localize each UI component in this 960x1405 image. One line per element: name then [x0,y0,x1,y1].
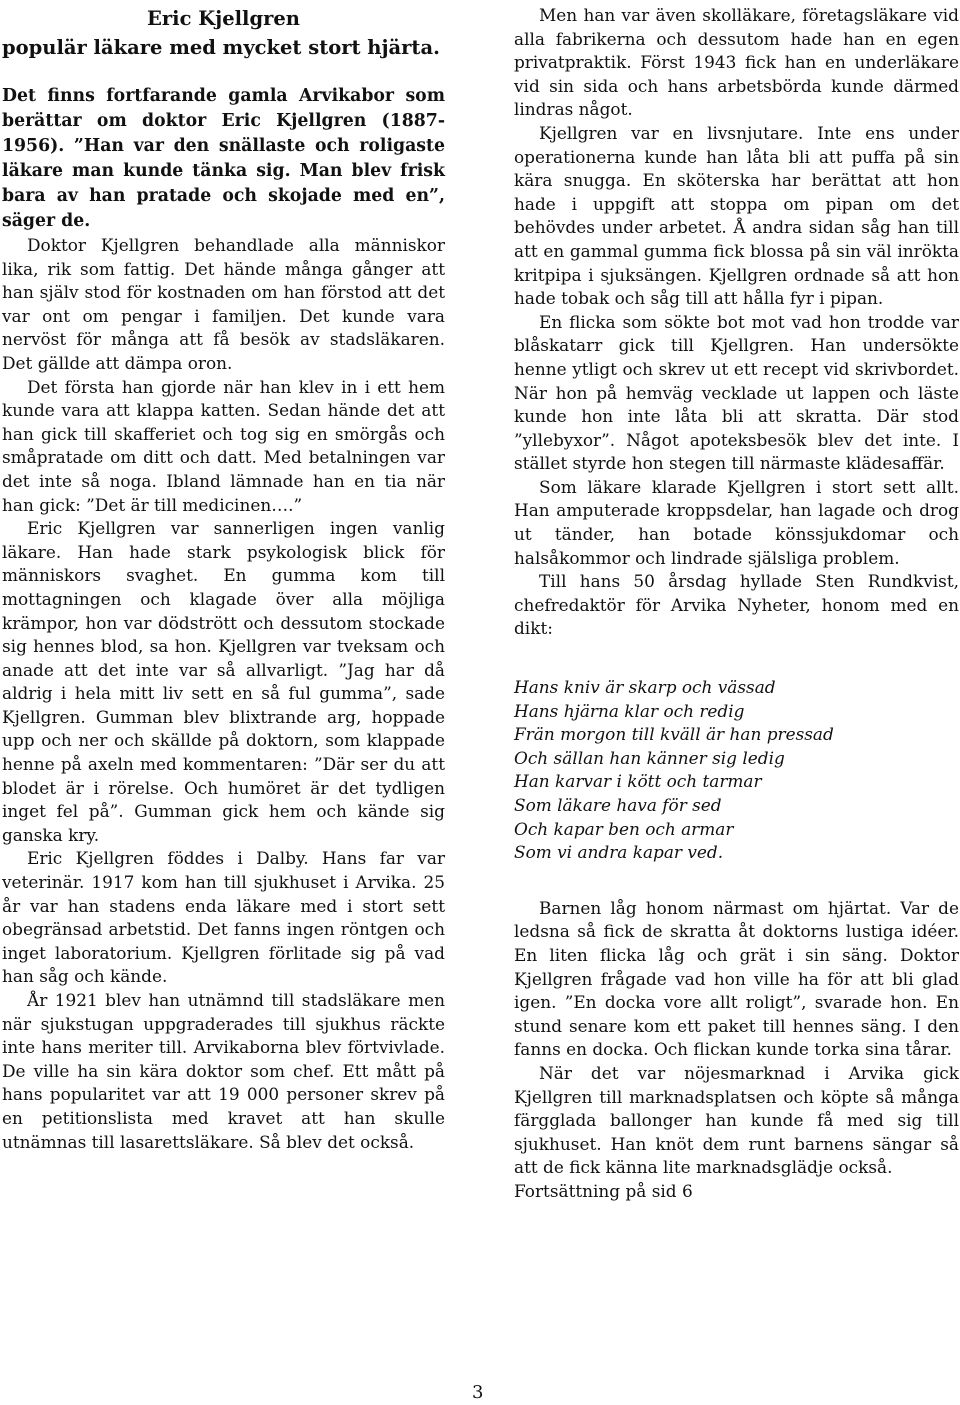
left-column [2,4,445,1154]
poem-line: Som läkare hava för sed [514,795,722,815]
left-paragraph-4: Eric Kjellgren föddes i Dalby. Hans far var veterinär. 1917 kom han till sjukhuset i Arvika. 25 år var han stadens enda läkare med i stort sett obegränsad arbetstid. Det fanns ingen röntgen och inget laboratorium. Kjellgren förlitade sig på vad han såg och kände. [2,848,445,987]
right-paragraph-2: Kjellgren var en livsnjutare. Inte ens under operationerna kunde han låta bli att puffa på sin kära snugga. En sköterska har berättat att hon hade i uppgift att stoppa om pipan om det behövdes under arbetet. Å andra sidan såg han till att en gammal gumma fick blossa på sin väl inrökta kritpipa i sjuksängen. Kjellgren ordnade så att hon hade tobak och såg till att hålla fyr i pipan. [514,122,959,309]
article-title [2,4,445,62]
right-column [514,4,959,1204]
title-subtitle: populär läkare med mycket stort hjärta. [2,36,440,59]
right-paragraph-4: Som läkare klarade Kjellgren i stort sett allt. Han amputerade kroppsdelar, han lagade och drog ut tänder, han botade könssjukdomar och halsåkommor och lindrade själsliga problem. [514,476,959,568]
poem-line: Han karvar i kött och tarmar [514,771,762,792]
poem-line: Som vi andra kapar ved. [514,842,724,863]
right-paragraph-1: Men han var även skolläkare, företagsläkare vid alla fabrikerna och dessutom hade han en egen privatpraktik. Först 1943 fick han en underläkare vid sin sida och hans arbetsbörda kunde därmed lindras något. [514,5,959,120]
poem-line: Frän morgon till kväll är han pressad [514,724,834,745]
article-lead: Det finns fortfarande gamla Arvikabor som berättar om doktor Eric Kjellgren (1887-1956). ”Han var den snällaste och roligaste läkare man kunde tänka sig. Man blev frisk bara av han pratade och skojade med en”, säger de. [2,86,445,231]
page-number: 3 [472,1382,484,1403]
poem-line: Och kapar ben och armar [514,818,734,839]
poem-line: Och sällan han känner sig ledig [514,747,785,768]
title-name: Eric Kjellgren [147,7,300,30]
right-paragraph-6: Barnen låg honom närmast om hjärtat. Var de ledsna så fick de skratta åt doktorns lustiga idéer. En liten flicka låg och grät i sin säng. Doktor Kjellgren frågade vad hon ville ha för att bli glad igen. ”En docka vore allt roligt”, svarade hon. En stund senare kom ett paket till hennes säng. I den fanns en docka. Och flickan kunde torka sina tårar. [514,897,959,1060]
right-paragraph-3: En flicka som sökte bot mot vad hon trodde var blåskatarr gick till Kjellgren. Han undersökte henne ytligt och skrev ut ett recept vid skrivbordet. När hon på hemväg vecklade ut lappen och läste kunde hon inte låta bli att skratta. Där stod ”yllebyxor”. Något apoteksbesök blev det inte. I stället styrde hon stegen till närmaste klädesaffär. [514,311,959,474]
left-paragraph-5: År 1921 blev han utnämnd till stadsläkare men när sjukstugan uppgraderades till sjukhus räckte inte hans meriter till. Arvikaborna blev förtvivlade. De ville ha sin kära doktor som chef. Ett mått på hans popularitet var att 19 000 personer skrev på en petitionslista med kravet att han skulle utnämnas till lasarettsläkare. Så blev det också. [2,990,445,1152]
poem [514,676,959,865]
continuation-note: Fortsättning på sid 6 [514,1180,693,1201]
right-paragraph-5: Till hans 50 årsdag hyllade Sten Rundkvist, chefredaktör för Arvika Nyheter, honom med en dikt: [514,571,959,639]
right-paragraph-7: När det var nöjesmarknad i Arvika gick Kjellgren till marknadsplatsen och köpte så många färgglada ballonger han kunde få med sig till sjukhuset. Han knöt dem runt barnens sängar så att de fick känna lite marknadsglädje också. [514,1062,959,1178]
poem-line: Hans hjärna klar och redig [514,700,745,721]
left-paragraph-3: Eric Kjellgren var sannerligen ingen vanlig läkare. Han hade stark psykologisk blick för människors svaghet. En gumma kom till mottagningen och klagade över alla möjliga krämpor, hon var dödstrött och dessutom stockade sig hennes blod, sa hon. Kjellgren var tveksam och anade att det inte var så allvarligt. ”Jag har då aldrig i hela mitt liv sett en så ful gumma”, sade Kjellgren. Gumman blev blixtrande arg, hoppade upp och ner och skällde på doktorn, som klappade henne på axeln med kommentaren: ”Där ser du att blodet är i rörelse. Och humöret är det tydligen inget fel på”. Gumman gick hem och kände sig ganska kry. [2,518,445,845]
left-paragraph-1: Doktor Kjellgren behandlade alla människor lika, rik som fattig. Det hände många gånger att han själv stod för kostnaden om han förstod att det var ont om pengar i familjen. Det kunde vara nervöst för många att få besök av stadsläkaren. Det gällde att dämpa oron. [2,235,445,373]
poem-line: Hans kniv är skarp och vässad [514,677,776,698]
left-paragraph-2: Det första han gjorde när han klev in i ett hem kunde vara att klappa katten. Sedan hände det att han gick till skafferiet och tog sig en smörgås och småpratade om ditt och datt. Med betalningen var det inte så noga. Ibland lämnade han en tia när han gick: ”Det är till medicinen….” [2,376,445,515]
